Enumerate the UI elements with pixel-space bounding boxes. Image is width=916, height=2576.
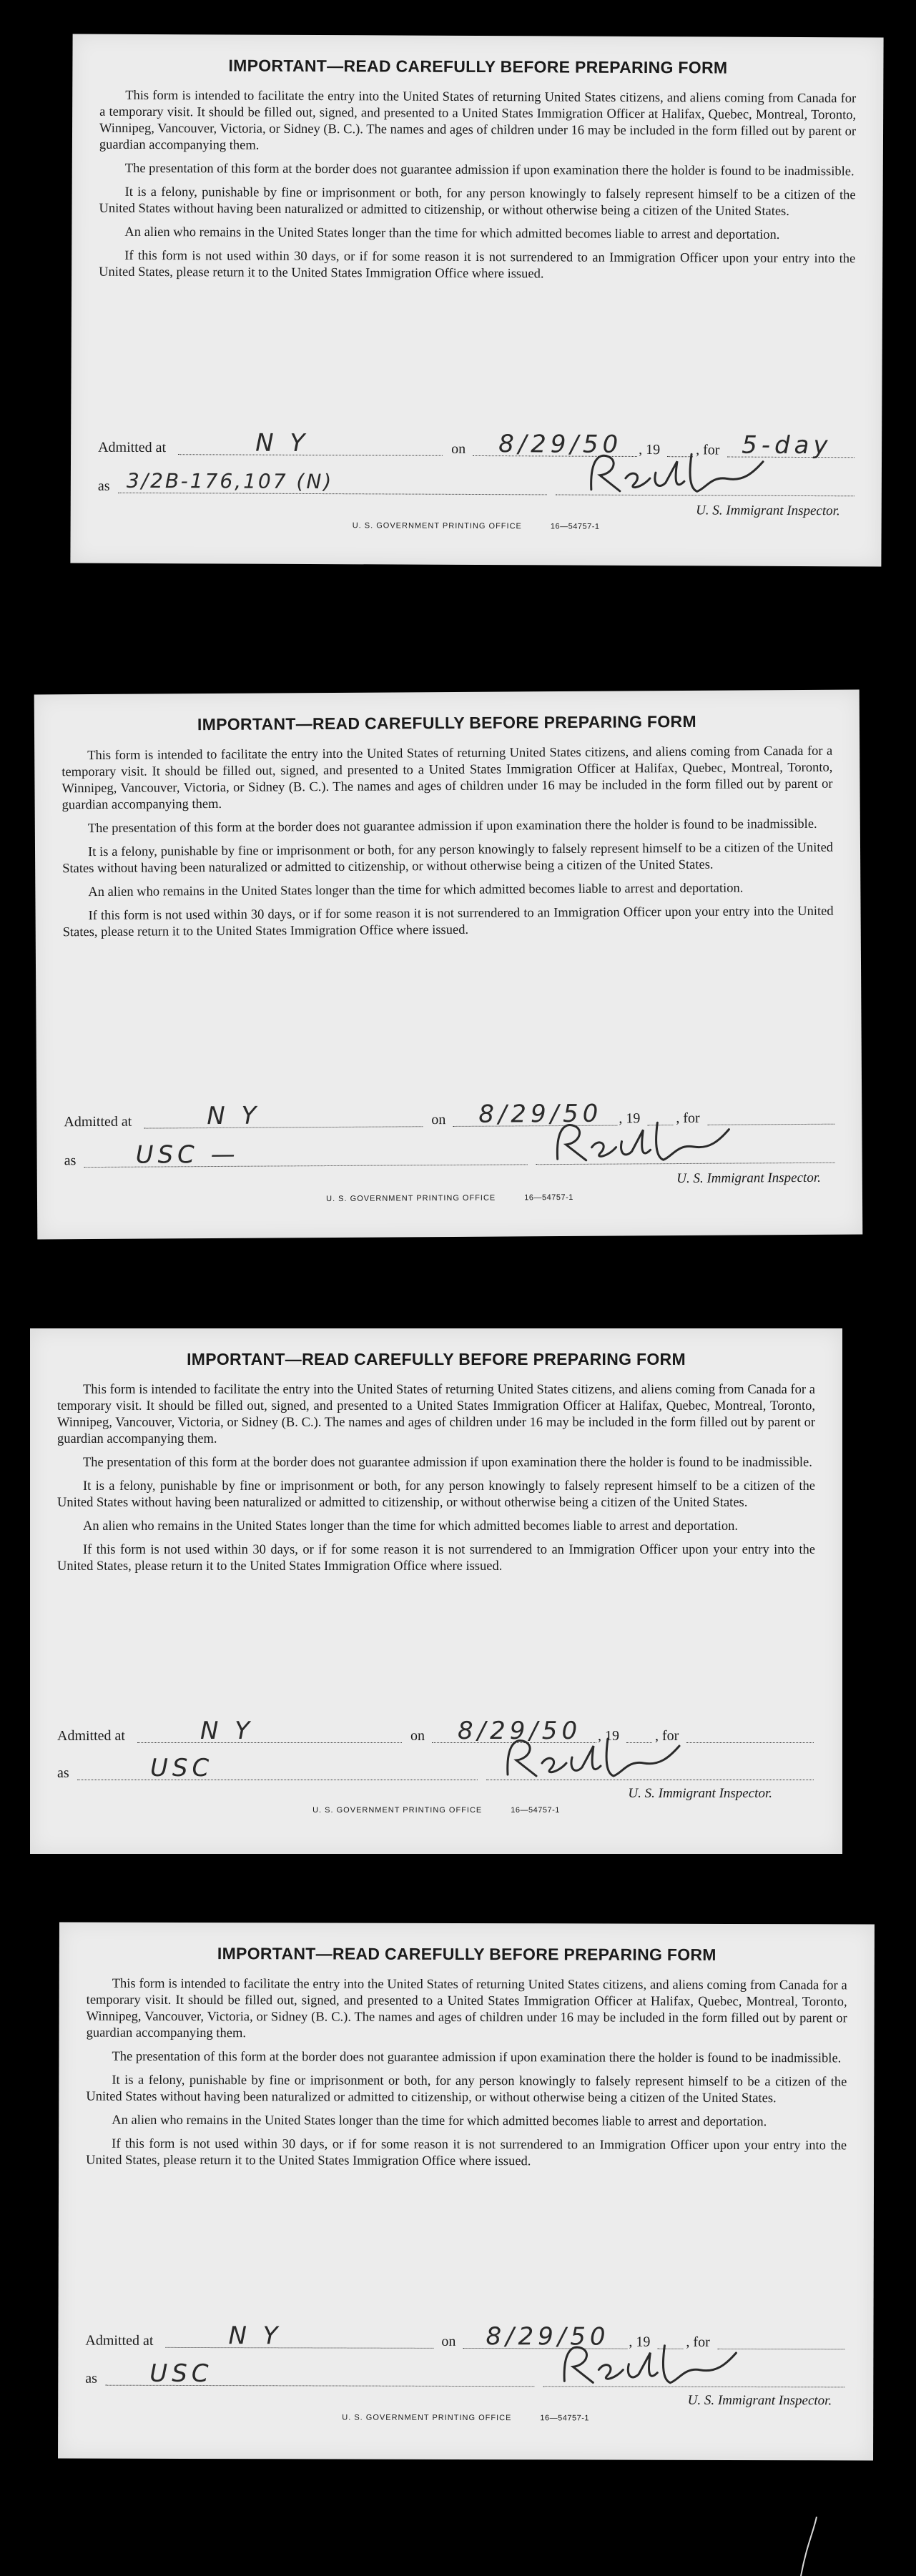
as-row: [97, 468, 855, 500]
printer-imprint: [64, 1192, 835, 1205]
paragraph-admission: The presentation of this form at the border does not guarantee admission if upon examination there the holder is found to be inadmissible.: [112, 2049, 842, 2066]
admitted-at-value: N Y: [207, 1101, 261, 1131]
form-number: 16—54757-1: [550, 522, 600, 531]
paragraph-deportation: An alien who remains in the United States longer than the time for which admitted becomes liable to arrest and deportation.: [112, 2113, 767, 2130]
status-value: 3/2B-176,107 (N): [126, 468, 334, 494]
gpo-text: U. S. GOVERNMENT PRINTING OFFICE: [342, 2413, 512, 2423]
reentry-form-card-3: [30, 1328, 842, 1854]
duration-line: [686, 1742, 814, 1743]
admitted-at-value: N Y: [228, 2321, 282, 2351]
inspector-label: U. S. Immigrant Inspector.: [687, 2392, 832, 2409]
form-heading: IMPORTANT—READ CAREFULLY BEFORE PREPARING FORM: [187, 1350, 686, 1368]
year-label: , 19: [629, 2334, 651, 2350]
paragraph-felony: It is a felony, punishable by fine or imprisonment or both, for any person knowingly to falsely represent himself to be a citizen of the United States without having been naturalized or admitted to citizenship, or without otherwise being a citizen of the United States.: [99, 184, 856, 219]
paragraph-deportation: An alien who remains in the United States longer than the time for which admitted becomes liable to arrest and deportation.: [124, 224, 780, 242]
date-value: 8/29/50: [486, 2322, 610, 2352]
printer-imprint: [57, 1806, 815, 1815]
reentry-form-card-4: [58, 1923, 875, 2461]
admitted-at-line: [137, 1742, 402, 1743]
inspector-signature: [557, 2338, 743, 2389]
inspector-label: U. S. Immigrant Inspector.: [696, 503, 840, 519]
reentry-form-card-1: [70, 34, 883, 567]
gpo-text: U. S. GOVERNMENT PRINTING OFFICE: [352, 521, 522, 531]
year-label: , 19: [598, 1728, 619, 1744]
as-label: as: [97, 478, 110, 494]
for-label: , for: [696, 442, 720, 458]
printer-imprint: [98, 520, 855, 533]
status-value: USC —: [135, 1140, 240, 1170]
admitted-at-label: Admitted at: [57, 1728, 125, 1744]
for-label: , for: [676, 1110, 700, 1127]
admitted-at-line: [165, 2347, 433, 2349]
admitted-at-label: Admitted at: [64, 1113, 132, 1130]
gpo-text: U. S. GOVERNMENT PRINTING OFFICE: [312, 1806, 483, 1815]
form-heading: IMPORTANT—READ CAREFULLY BEFORE PREPARING FORM: [217, 1944, 716, 1964]
inspector-signature: [584, 447, 770, 498]
inspector-label: U. S. Immigrant Inspector.: [628, 1786, 772, 1801]
on-label: on: [431, 1112, 446, 1128]
year-label: , 19: [639, 441, 661, 458]
admitted-at-label: Admitted at: [98, 439, 167, 456]
as-row: [64, 1142, 835, 1171]
date-value: 8/29/50: [478, 1099, 603, 1129]
on-label: on: [441, 2333, 456, 2349]
date-value: 8/29/50: [498, 430, 623, 459]
paragraph-felony: It is a felony, punishable by fine or imprisonment or both, for any person knowingly to falsely represent himself to be a citizen of the United States without having been naturalized or admitted to citizenship, or without otherwise being a citizen of the United States.: [62, 840, 834, 877]
printer-imprint: [85, 2413, 846, 2424]
admitted-at-label: Admitted at: [85, 2332, 154, 2349]
reentry-form-card-2: [34, 689, 863, 1239]
paragraph-return: If this form is not used within 30 days, or if for some reason it is not surrendered to an Immigration Officer upon your entry into the United States, please return it to the United States Immigration Office where issued.: [62, 904, 834, 940]
form-number: 16—54757-1: [540, 2414, 590, 2423]
admitted-at-line: [178, 454, 443, 456]
as-row: [57, 1754, 815, 1783]
admitted-at-line: [144, 1126, 423, 1128]
status-value: USC: [149, 2359, 213, 2389]
paragraph-purpose: This form is intended to facilitate the entry into the United States of returning United States citizens, and aliens coming from Canada for a temporary visit. It should be filled out, signed, and presented to a United States Immigration Officer at Halifax, Quebec, Montreal, Toronto, Winnipeg, Vancouver, Victoria, or Sidney (B. C.). The names and ages of children under 16 may be included in the form filled out by parent or guardian accompanying them.: [86, 1976, 847, 2041]
paragraph-purpose: This form is intended to facilitate the entry into the United States of returning United States citizens, and aliens coming from Canada for a temporary visit. It should be filled out, signed, and presented to a United States Immigration Officer at Halifax, Quebec, Montreal, Toronto, Winnipeg, Vancouver, Victoria, or Sidney (B. C.). The names and ages of children under 16 may be included in the form filled out by parent or guardian accompanying them.: [61, 744, 833, 813]
admitted-at-value: N Y: [200, 1717, 255, 1745]
admitted-at-value: N Y: [255, 428, 310, 458]
for-label: , for: [655, 1728, 679, 1744]
form-number: 16—54757-1: [524, 1193, 573, 1203]
paragraph-return: If this form is not used within 30 days, or if for some reason it is not surrendered to an Immigration Officer upon your entry into the United States, please return it to the United States Immigration Office where issued.: [57, 1543, 815, 1574]
as-label: as: [85, 2370, 98, 2387]
paragraph-purpose: This form is intended to facilitate the entry into the United States of returning United States citizens, and aliens coming from Canada for a temporary visit. It should be filled out, signed, and presented to a United States Immigration Officer at Halifax, Quebec, Montreal, Toronto, Winnipeg, Vancouver, Victoria, or Sidney (B. C.). The names and ages of children under 16 may be included in the form filled out by parent or guardian accompanying them.: [57, 1383, 815, 1446]
gpo-text: U. S. GOVERNMENT PRINTING OFFICE: [326, 1193, 496, 1204]
status-value: USC: [150, 1754, 214, 1782]
form-heading: IMPORTANT—READ CAREFULLY BEFORE PREPARING FORM: [197, 711, 696, 734]
on-label: on: [410, 1728, 425, 1744]
form-number: 16—54757-1: [511, 1806, 560, 1815]
scan-artifact-mark: [785, 2517, 828, 2576]
inspector-label: U. S. Immigrant Inspector.: [676, 1170, 821, 1187]
admitted-row: [57, 1717, 815, 1746]
as-label: as: [57, 1765, 69, 1781]
on-label: on: [451, 440, 466, 457]
paragraph-admission: The presentation of this form at the border does not guarantee admission if upon examination there the holder is found to be inadmissible.: [83, 1456, 812, 1470]
paragraph-purpose: This form is intended to facilitate the entry into the United States of returning United States citizens, and aliens coming from Canada for a temporary visit. It should be filled out, signed, and presented to a United States Immigration Officer at Halifax, Quebec, Montreal, Toronto, Winnipeg, Vancouver, Victoria, or Sidney (B. C.). The names and ages of children under 16 may be included in the form filled out by parent or guardian accompanying them.: [99, 88, 857, 153]
duration-value: 5-day: [742, 430, 832, 460]
paragraph-return: If this form is not used within 30 days, or if for some reason it is not surrendered to an Immigration Officer upon your entry into the United States, please return it to the United States Immigration Office where issued.: [99, 248, 856, 282]
paragraph-felony: It is a felony, punishable by fine or imprisonment or both, for any person knowingly to falsely represent himself to be a citizen of the United States without having been naturalized or admitted to citizenship, or without otherwise being a citizen of the United States.: [86, 2073, 847, 2106]
as-label: as: [64, 1153, 77, 1169]
as-row: [85, 2359, 846, 2391]
inspector-signature: [501, 1732, 686, 1782]
year-label: , 19: [619, 1110, 641, 1127]
paragraph-admission: The presentation of this form at the border does not guarantee admission if upon examination there the holder is found to be inadmissible.: [87, 816, 817, 837]
paragraph-deportation: An alien who remains in the United States longer than the time for which admitted becomes liable to arrest and deportation.: [83, 1519, 739, 1534]
paragraph-deportation: An alien who remains in the United States longer than the time for which admitted becomes liable to arrest and deportation.: [88, 881, 744, 900]
inspector-signature: [550, 1115, 736, 1167]
date-value: 8/29/50: [458, 1717, 582, 1745]
paragraph-felony: It is a felony, punishable by fine or imprisonment or both, for any person knowingly to falsely represent himself to be a citizen of the United States without having been naturalized or admitted to citizenship, or without otherwise being a citizen of the United States.: [57, 1479, 815, 1510]
paragraph-admission: The presentation of this form at the border does not guarantee admission if upon examination there the holder is found to be inadmissible.: [124, 161, 855, 179]
for-label: , for: [686, 2334, 710, 2350]
paragraph-return: If this form is not used within 30 days, or if for some reason it is not surrendered to an Immigration Officer upon your entry into the United States, please return it to the United States Immigration Office where issued.: [86, 2136, 847, 2169]
form-heading: IMPORTANT—READ CAREFULLY BEFORE PREPARING FORM: [228, 56, 728, 77]
